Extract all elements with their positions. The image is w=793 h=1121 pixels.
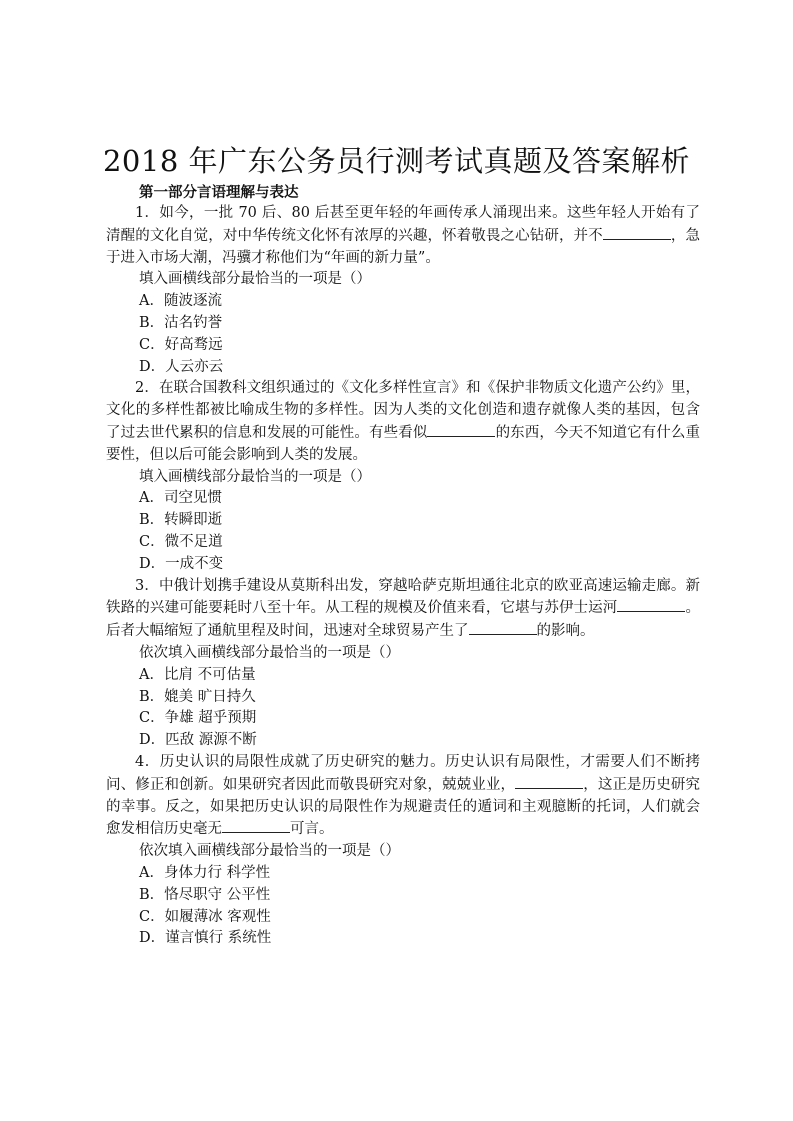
stem-text: 的影响。 (536, 623, 595, 640)
option-a: A．比肩 不可估量 (139, 666, 256, 683)
option-d: D．一成不变 (139, 555, 224, 572)
question-stem (106, 378, 700, 466)
stem-text: ，急于进入市场大潮，冯骥才称他们为“年画的新力量”。 (106, 227, 701, 266)
option-a: A．司空见惯 (139, 490, 222, 507)
stem-text: 4．历史认识的局限性成就了历史研究的魅力。历史认识有局限性，才需要人们不断拷问、修正和创新。如果研究者因此而敬畏研究对象，兢兢业业， (106, 753, 700, 793)
question-1 (106, 203, 700, 378)
stem-text: 可言。 (290, 821, 334, 838)
option-c: C．如履薄冰 客观性 (139, 908, 271, 925)
question-stem (106, 576, 700, 643)
answer-blank (469, 620, 537, 635)
question-prompt: 填入画横线部分最恰当的一项是（） (139, 468, 371, 485)
option-d: D．匹敌 源源不断 (139, 732, 257, 749)
answer-blank (222, 818, 290, 833)
section-heading: 第一部分言语理解与表达 (139, 184, 299, 201)
stem-text: 。后者大幅缩短了通航里程及时间，迅速对全球贸易产生了 (106, 600, 701, 640)
answer-blank (603, 225, 671, 240)
document-title: 2018 年广东公务员行测考试真题及答案解析 (102, 144, 691, 178)
answer-blank (617, 597, 685, 612)
option-b: B．媲美 旷日持久 (139, 688, 256, 705)
option-a: A．随波逐流 (139, 293, 222, 310)
option-b: B．沽名钓誉 (139, 314, 223, 331)
stem-text: 2．在联合国教科文组织通过的《文化多样性宣言》和《保护非物质文化遗产公约》里，文化的多样性都被比喻成生物的多样性。因为人类的文化创造和遗存就像人类的基因，包含了过去世代累积的信息和发展的可能性。有些看似 (106, 380, 700, 441)
question-3 (106, 576, 700, 752)
question-prompt: 依次填入画横线部分最恰当的一项是（） (139, 644, 400, 661)
question-stem (106, 203, 700, 269)
question-prompt: 依次填入画横线部分最恰当的一项是（） (139, 843, 400, 860)
question-4 (106, 752, 700, 950)
option-c: C．好高骛远 (139, 336, 223, 353)
option-c: C．争雄 超乎预期 (139, 710, 257, 727)
question-2 (106, 378, 700, 575)
stem-text: 的东西，今天不知道它有什么重要性，但以后可能会影响到人类的发展。 (106, 424, 701, 463)
option-b: B．恪尽职守 公平性 (139, 886, 271, 903)
question-list (106, 203, 700, 950)
question-stem (106, 752, 700, 841)
answer-blank (427, 422, 495, 437)
option-b: B．转瞬即逝 (139, 512, 223, 529)
question-prompt: 填入画横线部分最恰当的一项是（） (139, 271, 371, 288)
option-d: D．人云亦云 (139, 358, 224, 375)
stem-text: 3．中俄计划携手建设从莫斯科出发，穿越哈萨克斯坦通往北京的欧亚高速运输走廊。新铁路的兴建可能要耗时八至十年。从工程的规模及价值来看，它堪与苏伊士运河 (106, 577, 700, 617)
stem-text: ，这正是历史研究的幸事。反之，如果把历史认识的局限性作为规避责任的遁词和主观臆断的托词，人们就会愈发相信历史毫无 (106, 776, 700, 838)
option-a: A．身体力行 科学性 (139, 864, 271, 881)
answer-blank (515, 774, 583, 789)
option-d: D．谨言慎行 系统性 (139, 930, 272, 947)
stem-text: 1．如今，一批 70 后、80 后甚至更年轻的年画传承人涌现出来。这些年轻人开始有了清醒的文化自觉，对中华传统文化怀有浓厚的兴趣，怀着敬畏之心钻研，并不 (106, 205, 700, 244)
option-c: C．微不足道 (139, 533, 223, 550)
